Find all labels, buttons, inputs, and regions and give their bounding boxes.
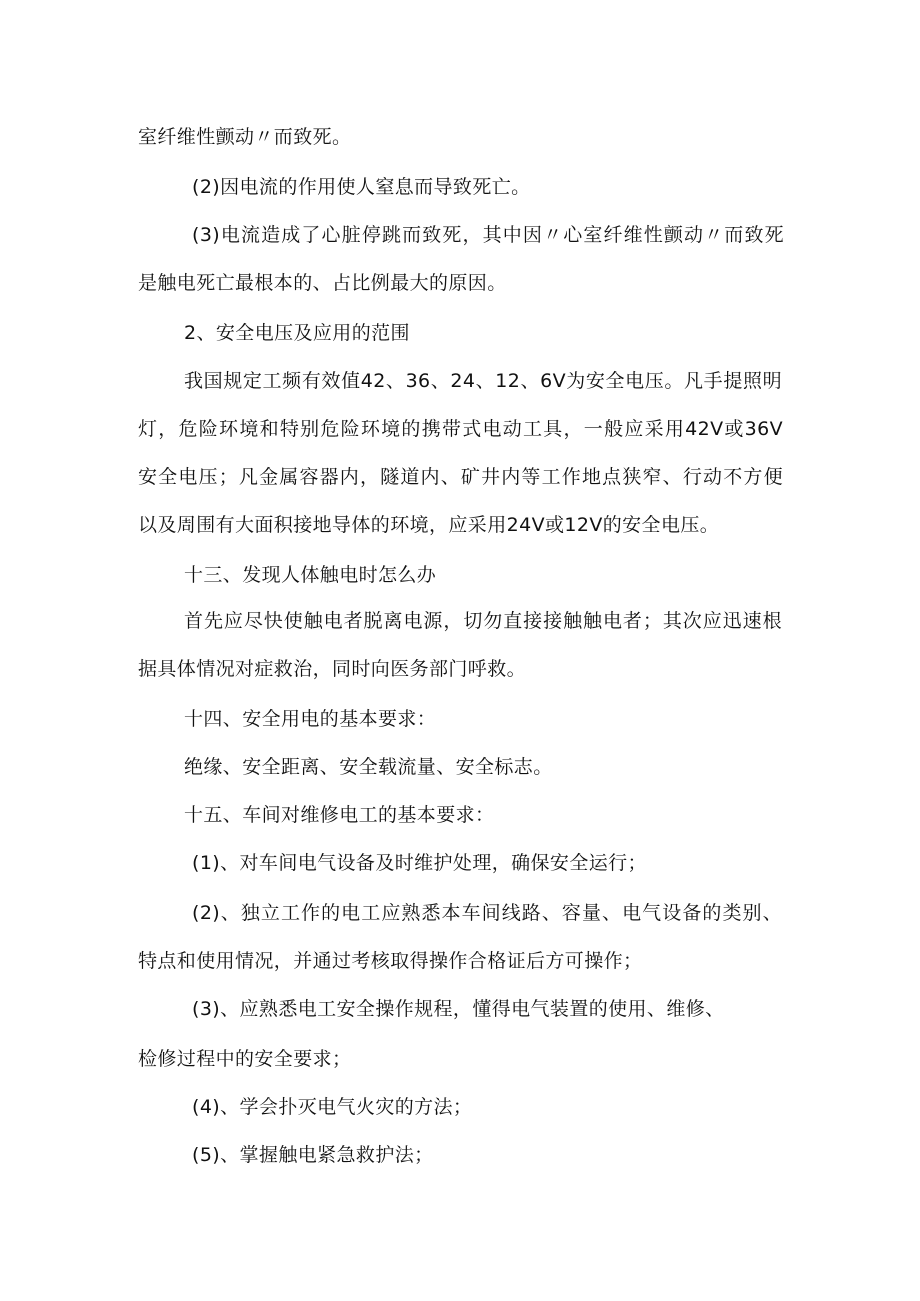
list-item: (2)、独立工作的电工应熟悉本车间线路、容量、电气设备的类别、: [192, 902, 782, 924]
list-item: (3)、应熟悉电工安全操作规程，懂得电气装置的使用、维修、: [192, 998, 725, 1020]
text-line: (3)电流造成了心脏停跳而致死，其中因〃心室纤维性颤动〃而致死: [192, 224, 784, 246]
list-item: (5)、掌握触电紧急救护法；: [192, 1144, 434, 1166]
list-item: (1)、对车间电气设备及时维护处理，确保安全运行；: [192, 852, 647, 874]
section-heading: 十四、安全用电的基本要求：: [184, 708, 437, 730]
text-line: 检修过程中的安全要求；: [138, 1048, 352, 1070]
text-line: 我国规定工频有效值42、36、24、12、6V为安全电压。凡手提照明: [184, 370, 782, 392]
section-heading: 十三、发现人体触电时怎么办: [184, 564, 437, 586]
list-item: (4)、学会扑灭电气火灾的方法；: [192, 1096, 473, 1118]
text-line: 特点和使用情况，并通过考核取得操作合格证后方可操作；: [138, 950, 643, 972]
section-heading: 十五、车间对维修电工的基本要求：: [184, 804, 495, 826]
text-line: (2)因电流的作用使人窒息而导致死亡。: [192, 176, 531, 198]
text-line: 安全电压；凡金属容器内，隧道内、矿井内等工作地点狭窄、行动不方便: [138, 466, 783, 488]
text-line: 是触电死亡最根本的、占比例最大的原因。: [138, 272, 507, 294]
text-line: 室纤维性颤动〃而致死。: [138, 126, 352, 148]
text-line: 首先应尽快使触电者脱离电源，切勿直接接触触电者；其次应迅速根: [184, 610, 782, 632]
text-line: 灯，危险环境和特别危险环境的携带式电动工具，一般应采用42V或36V: [138, 418, 783, 440]
section-heading: 2、安全电压及应用的范围: [184, 322, 410, 344]
text-line: 以及周围有大面积接地导体的环境，应采用24V或12V的安全电压。: [138, 514, 720, 536]
text-line: 绝缘、安全距离、安全载流量、安全标志。: [184, 756, 553, 778]
text-line: 据具体情况对症救治，同时向医务部门呼救。: [138, 658, 527, 680]
